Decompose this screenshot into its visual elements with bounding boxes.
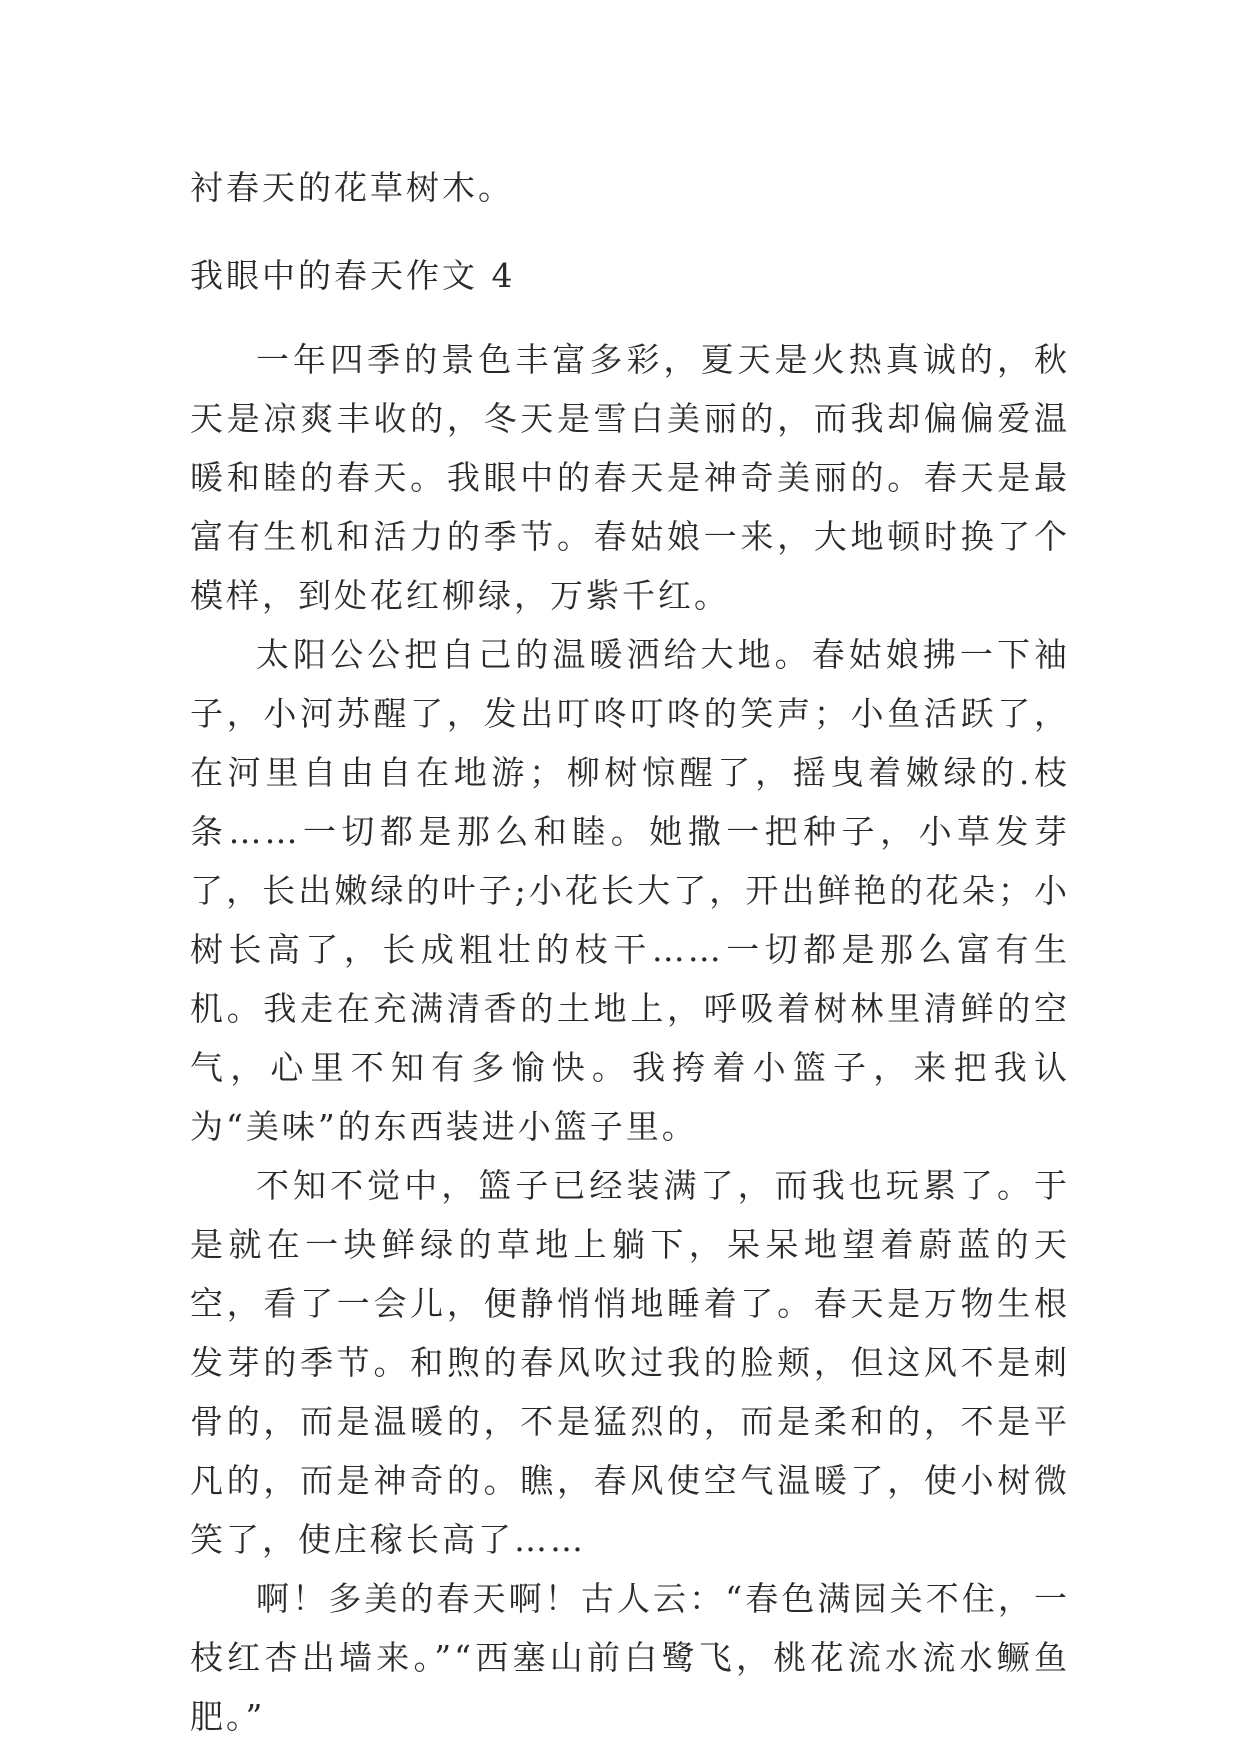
paragraph: 啊！多美的春天啊！古人云：“春色满园关不住，一枝红杏出墙来。”“西塞山前白鹭飞，桃花流水流水鳜鱼肥。”: [190, 1579, 1070, 1736]
paragraph: 一年四季的景色丰富多彩，夏天是火热真诚的，秋天是凉爽丰收的，冬天是雪白美丽的，而我却偏偏爱温暖和睦的春天。我眼中的春天是神奇美丽的。春天是最富有生机和活力的季节。春姑娘一来，大地顿时换了个模样，到处花红柳绿，万紫千红。: [190, 340, 1070, 615]
continued-line: 衬春天的花草树木。: [190, 168, 514, 207]
essay-body: [190, 330, 1070, 1746]
essay-heading: 我眼中的春天作文 4: [190, 256, 516, 295]
paragraph: 不知不觉中，篮子已经装满了，而我也玩累了。于是就在一块鲜绿的草地上躺下，呆呆地望着蔚蓝的天空，看了一会儿，便静悄悄地睡着了。春天是万物生根发芽的季节。和煦的春风吹过我的脸颊，但这风不是刺骨的，而是温暖的，不是猛烈的，而是柔和的，不是平凡的，而是神奇的。瞧，春风使空气温暖了，使小树微笑了，使庄稼长高了……: [190, 1166, 1070, 1559]
paragraph: 太阳公公把自己的温暖洒给大地。春姑娘拂一下袖子，小河苏醒了，发出叮咚叮咚的笑声；小鱼活跃了，在河里自由自在地游；柳树惊醒了，摇曳着嫩绿的.枝条……一切都是那么和睦。她撒一把种子，小草发芽了，长出嫩绿的叶子;小花长大了，开出鲜艳的花朵；小树长高了，长成粗壮的枝干……一切都是那么富有生机。我走在充满清香的土地上，呼吸着树林里清鲜的空气，心里不知有多愉快。我挎着小篮子，来把我认为“美味”的东西装进小篮子里。: [190, 635, 1070, 1146]
